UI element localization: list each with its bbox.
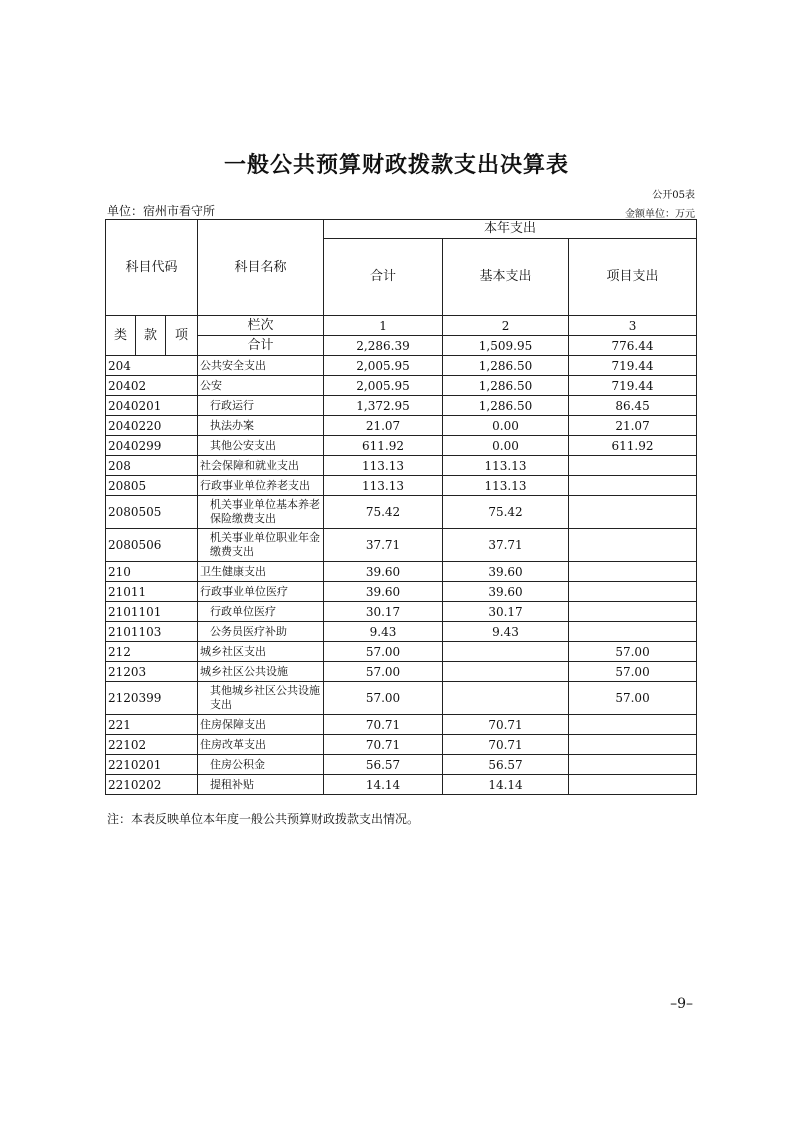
sum-project: 776.44 — [569, 336, 697, 356]
row-project — [569, 456, 697, 476]
header-col2: 2 — [443, 316, 569, 336]
row-basic: 113.13 — [443, 476, 569, 496]
sum-total: 2,286.39 — [324, 336, 443, 356]
row-basic: 39.60 — [443, 582, 569, 602]
row-total: 57.00 — [324, 662, 443, 682]
row-name: 行政事业单位医疗 — [198, 582, 324, 602]
row-basic: 0.00 — [443, 436, 569, 456]
row-total: 70.71 — [324, 715, 443, 735]
row-code: 2120399 — [106, 682, 198, 715]
row-project — [569, 476, 697, 496]
row-code: 2040220 — [106, 416, 198, 436]
table-row — [106, 529, 697, 562]
row-name: 公务员医疗补助 — [198, 622, 324, 642]
row-name: 机关事业单位职业年金缴费支出 — [198, 529, 324, 562]
table-row — [106, 496, 697, 529]
row-project — [569, 735, 697, 755]
row-total: 113.13 — [324, 456, 443, 476]
table-row — [106, 582, 697, 602]
row-name: 机关事业单位基本养老保险缴费支出 — [198, 496, 324, 529]
table-row — [106, 662, 697, 682]
table-row — [106, 682, 697, 715]
money-unit-label: 金额单位：万元 — [625, 209, 695, 220]
row-total: 9.43 — [324, 622, 443, 642]
row-basic: 1,286.50 — [443, 396, 569, 416]
row-total: 2,005.95 — [324, 356, 443, 376]
row-project: 86.45 — [569, 396, 697, 416]
row-total: 21.07 — [324, 416, 443, 436]
row-project: 719.44 — [569, 356, 697, 376]
table-row — [106, 476, 697, 496]
row-total: 57.00 — [324, 642, 443, 662]
table-row — [106, 602, 697, 622]
row-basic: 75.42 — [443, 496, 569, 529]
row-name: 城乡社区公共设施 — [198, 662, 324, 682]
row-basic — [443, 642, 569, 662]
row-total: 39.60 — [324, 562, 443, 582]
header-current-year: 本年支出 — [324, 220, 697, 239]
row-basic: 1,286.50 — [443, 356, 569, 376]
row-total: 39.60 — [324, 582, 443, 602]
row-code: 2080505 — [106, 496, 198, 529]
table-row — [106, 356, 697, 376]
row-code: 210 — [106, 562, 198, 582]
row-code: 20402 — [106, 376, 198, 396]
row-code: 2040201 — [106, 396, 198, 416]
page-number: –9– — [670, 996, 693, 1012]
row-name: 住房改革支出 — [198, 735, 324, 755]
row-name: 其他公安支出 — [198, 436, 324, 456]
row-basic — [443, 682, 569, 715]
table-row — [106, 642, 697, 662]
row-name: 行政单位医疗 — [198, 602, 324, 622]
row-code: 21203 — [106, 662, 198, 682]
row-code: 204 — [106, 356, 198, 376]
row-name: 执法办案 — [198, 416, 324, 436]
header-xiang: 项 — [166, 316, 198, 356]
row-total: 56.57 — [324, 755, 443, 775]
row-project: 21.07 — [569, 416, 697, 436]
row-code: 221 — [106, 715, 198, 735]
row-total: 30.17 — [324, 602, 443, 622]
page-title: 一般公共预算财政拨款支出决算表 — [223, 152, 569, 178]
header-col3: 3 — [569, 316, 697, 336]
row-code: 20805 — [106, 476, 198, 496]
row-code: 2040299 — [106, 436, 198, 456]
row-total: 75.42 — [324, 496, 443, 529]
header-row-1 — [106, 220, 697, 239]
row-project: 57.00 — [569, 682, 697, 715]
row-project: 57.00 — [569, 642, 697, 662]
header-row-3 — [106, 316, 697, 336]
row-name: 公共安全支出 — [198, 356, 324, 376]
row-total: 37.71 — [324, 529, 443, 562]
row-basic: 39.60 — [443, 562, 569, 582]
row-project — [569, 496, 697, 529]
header-col1: 1 — [324, 316, 443, 336]
table-row — [106, 376, 697, 396]
row-name: 城乡社区支出 — [198, 642, 324, 662]
table-row — [106, 416, 697, 436]
table-row — [106, 755, 697, 775]
header-basic: 基本支出 — [443, 239, 569, 316]
header-column-index: 栏次 — [198, 316, 324, 336]
row-name: 其他城乡社区公共设施支出 — [198, 682, 324, 715]
row-basic: 56.57 — [443, 755, 569, 775]
table-row — [106, 735, 697, 755]
row-code: 21011 — [106, 582, 198, 602]
sum-label: 合计 — [198, 336, 324, 356]
header-name: 科目名称 — [198, 220, 324, 316]
row-code: 212 — [106, 642, 198, 662]
table-row — [106, 715, 697, 735]
row-name: 社会保障和就业支出 — [198, 456, 324, 476]
row-basic: 37.71 — [443, 529, 569, 562]
unit-label: 单位：宿州市看守所 — [107, 204, 216, 218]
row-project: 611.92 — [569, 436, 697, 456]
row-basic: 70.71 — [443, 735, 569, 755]
row-project — [569, 715, 697, 735]
row-basic: 113.13 — [443, 456, 569, 476]
row-project — [569, 562, 697, 582]
row-basic: 9.43 — [443, 622, 569, 642]
row-project: 719.44 — [569, 376, 697, 396]
row-name: 卫生健康支出 — [198, 562, 324, 582]
row-name: 公安 — [198, 376, 324, 396]
row-basic: 30.17 — [443, 602, 569, 622]
row-project — [569, 529, 697, 562]
row-basic: 1,286.50 — [443, 376, 569, 396]
row-name: 行政运行 — [198, 396, 324, 416]
row-project — [569, 755, 697, 775]
row-total: 14.14 — [324, 775, 443, 795]
row-code: 2210202 — [106, 775, 198, 795]
row-code: 2101101 — [106, 602, 198, 622]
table-row — [106, 456, 697, 476]
row-total: 113.13 — [324, 476, 443, 496]
row-name: 提租补贴 — [198, 775, 324, 795]
row-basic: 0.00 — [443, 416, 569, 436]
header-code: 科目代码 — [106, 220, 198, 316]
header-lei: 类 — [106, 316, 136, 356]
table-row — [106, 562, 697, 582]
sum-basic: 1,509.95 — [443, 336, 569, 356]
row-total: 1,372.95 — [324, 396, 443, 416]
row-code: 2101103 — [106, 622, 198, 642]
row-name: 行政事业单位养老支出 — [198, 476, 324, 496]
row-project — [569, 602, 697, 622]
header-project: 项目支出 — [569, 239, 697, 316]
row-project — [569, 622, 697, 642]
row-basic: 70.71 — [443, 715, 569, 735]
row-code: 2210201 — [106, 755, 198, 775]
row-project: 57.00 — [569, 662, 697, 682]
row-name: 住房保障支出 — [198, 715, 324, 735]
row-basic — [443, 662, 569, 682]
row-project — [569, 775, 697, 795]
expenditure-table — [105, 219, 697, 795]
row-project — [569, 582, 697, 602]
row-total: 57.00 — [324, 682, 443, 715]
table-note: 注：本表反映单位本年度一般公共预算财政拨款支出情况。 — [107, 812, 420, 826]
row-code: 2080506 — [106, 529, 198, 562]
table-row — [106, 775, 697, 795]
row-total: 2,005.95 — [324, 376, 443, 396]
row-total: 70.71 — [324, 735, 443, 755]
header-kuan: 款 — [136, 316, 166, 356]
header-total: 合计 — [324, 239, 443, 316]
row-code: 22102 — [106, 735, 198, 755]
form-number: 公开05表 — [652, 190, 695, 201]
table-row — [106, 396, 697, 416]
table-row — [106, 436, 697, 456]
row-total: 611.92 — [324, 436, 443, 456]
table-row — [106, 622, 697, 642]
row-code: 208 — [106, 456, 198, 476]
row-basic: 14.14 — [443, 775, 569, 795]
row-name: 住房公积金 — [198, 755, 324, 775]
